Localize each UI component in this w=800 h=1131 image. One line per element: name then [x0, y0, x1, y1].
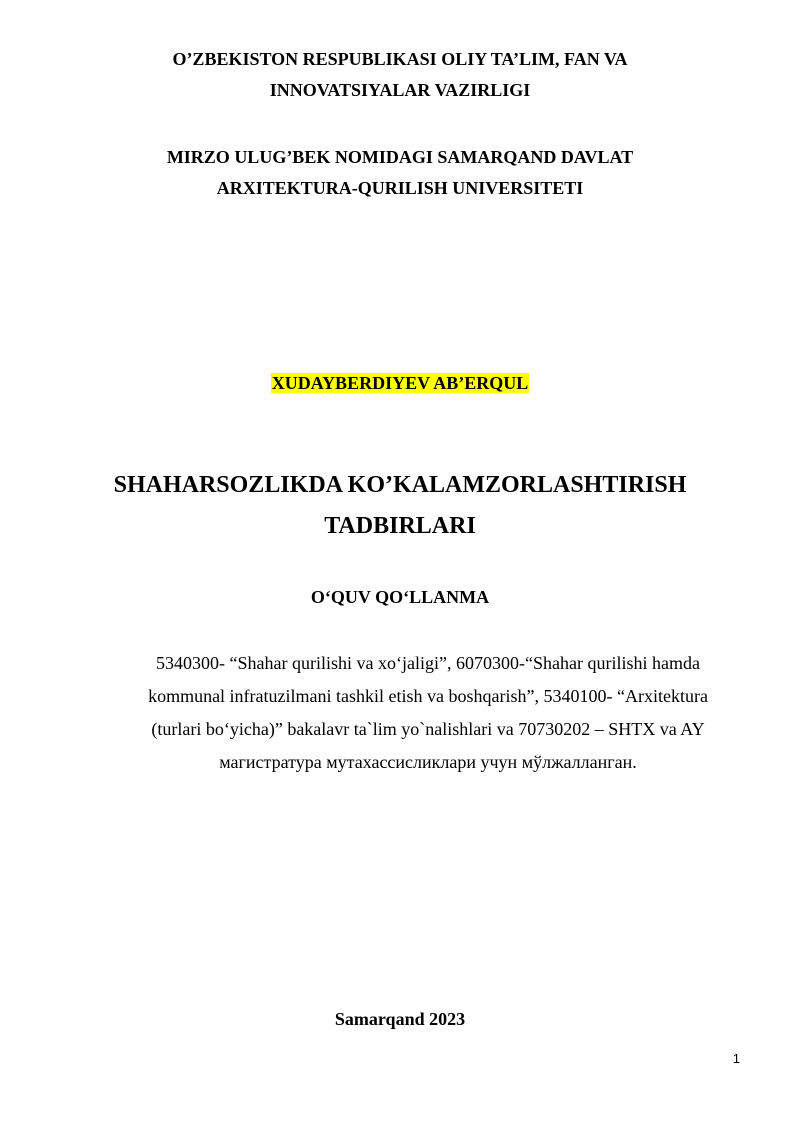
city-year — [0, 1006, 800, 1032]
author-block — [0, 370, 800, 396]
university-line-1: MIRZO ULUG’BEK NOMIDAGI SAMARQAND DAVLAT — [166, 147, 634, 167]
document-type — [0, 584, 800, 610]
university-heading — [0, 142, 800, 204]
purpose-line-4: магистратура мутахассисликлари учун мўлжалланган. — [219, 752, 637, 772]
title-line-2: TADBIRLARI — [324, 513, 476, 539]
document-type-label: O‘QUV QO‘LLANMA — [310, 587, 490, 607]
page-number: 1 — [732, 1051, 740, 1066]
city-year-label: Samarqand 2023 — [334, 1009, 466, 1029]
purpose-line-2: kommunal infratuzilmani tashkil etish va boshqarish”, 5340100- “Arxitektura — [148, 686, 708, 706]
ministry-line-1: O’ZBEKISTON RESPUBLIKASI OLIY TA’LIM, FAN VA — [172, 49, 628, 69]
purpose-paragraph — [120, 647, 736, 779]
purpose-line-1: 5340300- “Shahar qurilishi va xo‘jaligi”, 6070300-“Shahar qurilishi hamda — [156, 653, 700, 673]
ministry-line-2: INNOVATSIYALAR VAZIRLIGI — [269, 80, 531, 100]
author-name: XUDAYBERDIYEV AB’ERQUL — [271, 373, 529, 393]
purpose-line-3: (turlari bo‘yicha)” bakalavr ta`lim yo`nalishlari va 70730202 – SHTX va AY — [151, 719, 705, 739]
ministry-heading — [0, 44, 800, 106]
title-line-1: SHAHARSOZLIKDA KO’KALAMZORLASHTIRISH — [113, 472, 687, 498]
document-title — [0, 465, 800, 547]
university-line-2: ARXITEKTURA-QURILISH UNIVERSITETI — [216, 178, 584, 198]
